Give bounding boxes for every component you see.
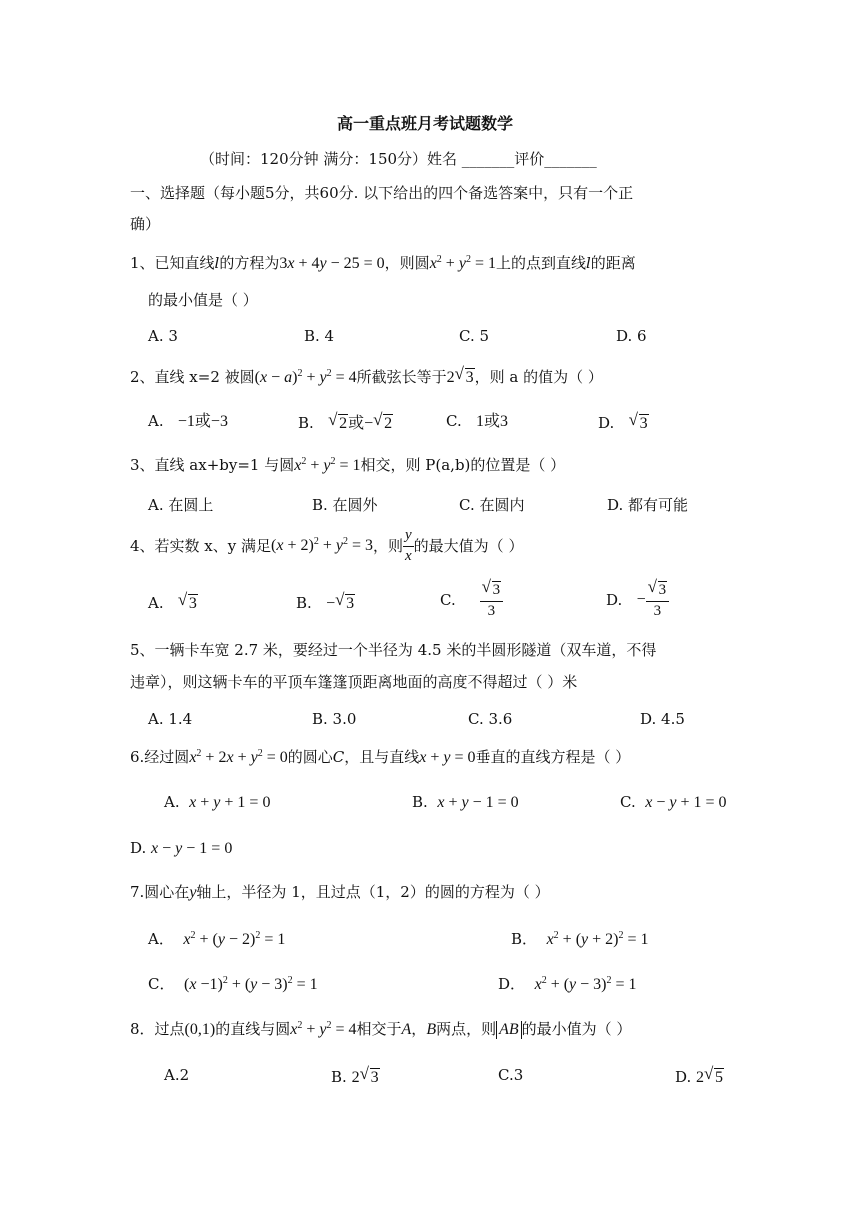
q3-option-a: A. 在圆上: [148, 496, 214, 514]
question-2: 2、直线 x=2 被圆$(x - a)^2 + y^2 = 4$所截弦长等于2 √ 3，则 a 的值为（ ）: [130, 364, 603, 386]
q6-circle-equation: $x^2 + 2x + y^2 = 0$: [189, 748, 288, 766]
q2-option-c: C. 1或3: [446, 412, 509, 430]
q5-option-c: C. 3.6: [468, 710, 513, 728]
section-heading-cont: 确）: [130, 215, 161, 233]
q6-option-d: D. x − y − 1 = 0: [130, 839, 233, 857]
question-5-line2: 违章），则这辆卡车的平顶车篷篷顶距离地面的高度不得超过（ ）米: [130, 673, 578, 691]
q3-circle-equation: $x^2 + y^2 = 1$: [294, 456, 361, 474]
question-5-line1: 5、一辆卡车宽 2.7 米，要经过一个半径为 4.5 米的半圆形隧道（双车道，不得: [130, 641, 657, 659]
q2-option-a: A. −1或−3: [148, 412, 228, 430]
q7-option-d: D． $x^2 + (y - 3)^2 = 1$: [498, 975, 637, 993]
question-8: 8．过点(0,1)的直线与圆$x^2 + y^2 = 4$相交于A，B两点，则 AB 的最小值为（ ）: [130, 1020, 632, 1038]
q2-option-d: D. √ 3: [598, 410, 648, 432]
q6-line-equation: x + y = 0: [419, 749, 476, 766]
q6-option-a: A. x + y + 1 = 0: [164, 793, 271, 811]
q8-option-d: D. 2 √ 5: [675, 1064, 724, 1086]
q4-option-a: A. √ 3: [148, 590, 197, 612]
q4-option-b: B. − √ 3: [296, 590, 355, 612]
question-7: 7.圆心在y轴上，半径为 1，且过点（1，2）的圆的方程为（ ）: [130, 883, 550, 901]
q3-option-c: C. 在圆内: [459, 496, 525, 514]
q8-circle-equation: $x^2 + y^2 = 4$: [290, 1020, 357, 1038]
q4-ratio: $\frac{y}{x}$: [405, 526, 412, 564]
q1-option-b: B. 4: [304, 327, 335, 345]
q8-option-b: B. 2 √ 3: [331, 1064, 379, 1086]
q1-line-equation: 3x + 4y − 25 = 0: [279, 255, 385, 272]
q8-option-a: A.2: [164, 1066, 190, 1084]
q2-circle-equation: $(x - a)^2 + y^2 = 4$: [254, 368, 357, 386]
q4-option-c: C. √ 3 3: [440, 578, 503, 622]
q4-option-d: D. − √ 3 3: [606, 578, 669, 622]
section-heading: 一、选择题（每小题5分，共60分. 以下给出的四个备选答案中，只有一个正: [130, 184, 634, 202]
q1-circle-equation: $x^2 + y^2 = 1$: [429, 254, 496, 272]
q5-option-d: D. 4.5: [640, 710, 685, 728]
q7-option-a: A． $x^2 + (y - 2)^2 = 1$: [148, 930, 286, 948]
q3-option-d: D. 都有可能: [607, 496, 689, 514]
q2-chord-length: 2 √ 3: [446, 364, 474, 386]
q4-circle-equation: $(x + 2)^2 + y^2 = 3$: [271, 536, 373, 554]
question-6: 6.经过圆$x^2 + 2x + y^2 = 0$的圆心C，且与直线x + y = 0垂直的直线方程是（ ）: [130, 748, 631, 766]
q2-option-b: B. √ 2或− √ 2: [298, 410, 393, 432]
question-3: 3、直线 ax+by=1 与圆$x^2 + y^2 = 1$相交，则 P(a,b)的位置是（ ）: [130, 456, 566, 474]
question-1-line1: 1、已知直线l的方程为3x + 4y − 25 = 0，则圆$x^2 + y^2 = 1$上的点到直线l的距离: [130, 254, 636, 272]
question-1-line2: 的最小值是（ ）: [148, 291, 258, 309]
exam-title: 高一重点班月考试题数学: [337, 114, 514, 133]
q5-option-a: A. 1.4: [148, 710, 193, 728]
q8-option-c: C.3: [498, 1066, 524, 1084]
q6-option-c: C. x − y + 1 = 0: [620, 793, 727, 811]
q1-option-a: A. 3: [148, 327, 178, 345]
q5-option-b: B. 3.0: [312, 710, 357, 728]
question-4: 4、若实数 x、y 满足 $(x + 2)^2 + y^2 = 3$ ，则 $\frac{y}{x}$ 的最大值为（ ）: [130, 526, 524, 564]
q1-option-d: D. 6: [616, 327, 647, 345]
q7-option-c: C． $(x -1)^2 + (y - 3)^2 = 1$: [148, 975, 318, 993]
q7-option-b: B． $x^2 + (y + 2)^2 = 1$: [511, 930, 649, 948]
q3-option-b: B. 在圆外: [312, 496, 378, 514]
header-info: （时间：120分钟 满分：150分）姓名 _______评价_______: [200, 150, 597, 168]
q6-option-b: B. x + y − 1 = 0: [412, 793, 519, 811]
q1-option-c: C. 5: [459, 327, 490, 345]
